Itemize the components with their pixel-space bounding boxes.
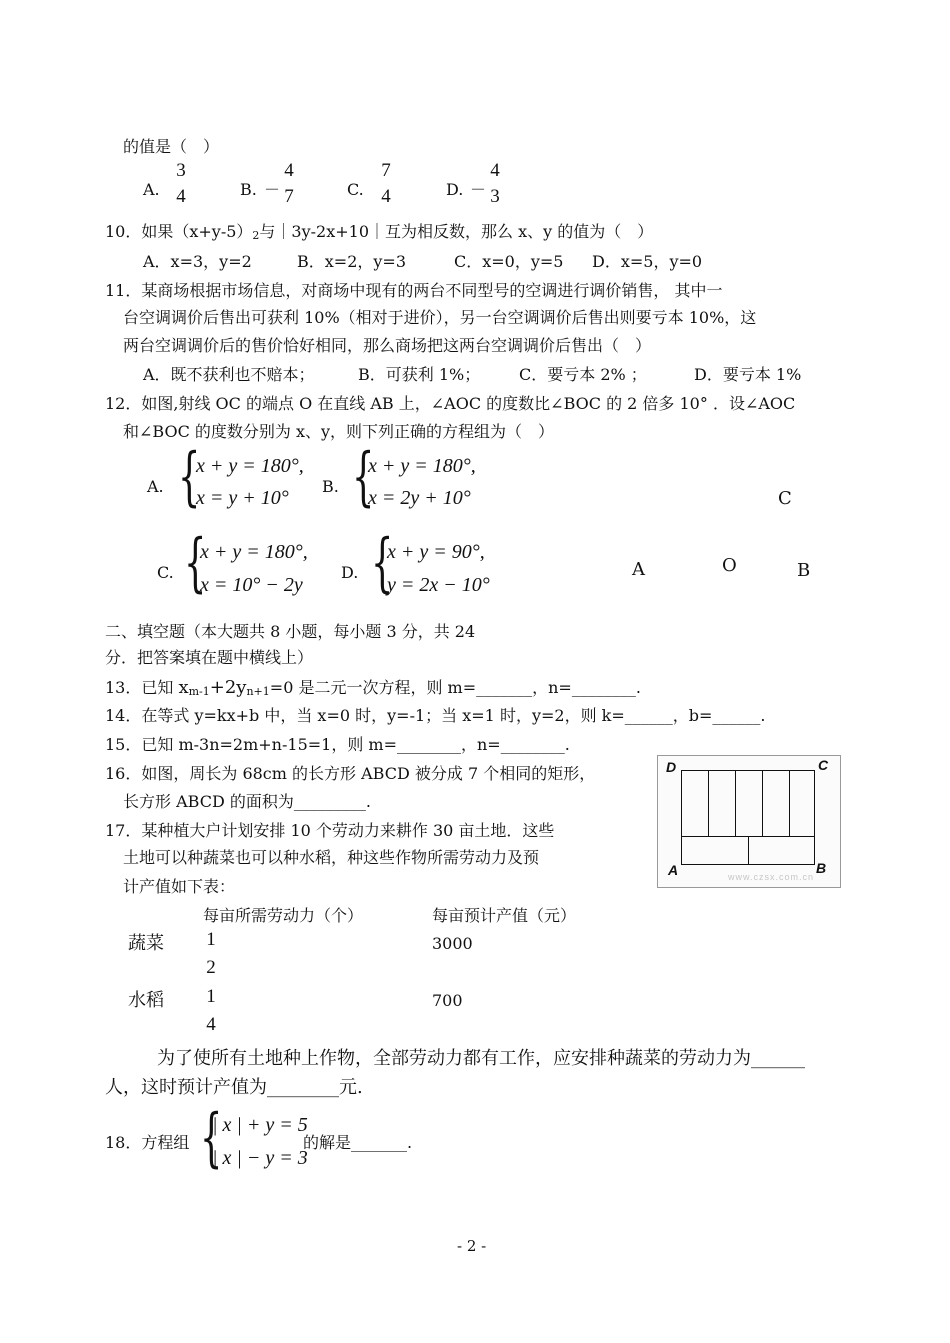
q17-row-rice-value: 700 — [432, 991, 463, 1010]
q11-option-a: A．既不获利也不赔本； — [143, 365, 315, 384]
q12-option-b-eq2: x = 2y + 10° — [368, 487, 471, 509]
q11-line-3: 两台空调调价后的售价恰好相同，那么商场把这两台空调调价后售出（ ） — [123, 336, 652, 355]
q9-option-a-label: A. — [143, 180, 160, 199]
q10-option-c: C．x=0，y=5 — [454, 252, 564, 271]
q12-option-d-eq2: y = 2x − 10° — [387, 574, 490, 596]
denominator: 7 — [284, 186, 294, 207]
figure-cell — [735, 770, 762, 837]
q11-option-b: B．可获利 1%； — [358, 365, 481, 384]
q11-line-2: 台空调调价后售出可获利 10%（相对于进价），另一台空调调价后售出则要亏本 10%，这 — [123, 308, 757, 327]
numerator: 4 — [284, 160, 294, 181]
q12-option-c-eq2: x = 10° − 2y — [200, 574, 303, 596]
q12-figure-label-c: C — [778, 488, 792, 509]
figure-label-a: A — [668, 862, 679, 878]
section2-heading-line-2: 分．把答案填在题中横线上） — [105, 648, 314, 667]
q17-line-5: 人，这时预计产值为________元. — [105, 1077, 363, 1098]
q10-prefix: 10．如果（x+y-5） — [105, 222, 253, 241]
q9-option-b-fraction — [280, 160, 298, 208]
q12-option-b-label: B. — [322, 477, 339, 496]
q13-x-subscript: m-1 — [188, 685, 210, 698]
figure-bottom-cell-left — [681, 836, 749, 865]
q10-exponent: 2 — [252, 229, 260, 242]
q13-plus-y: +2y — [209, 677, 247, 698]
q12-figure-label-b: B — [797, 560, 811, 581]
q17-row-vegetable-value: 3000 — [432, 934, 473, 953]
denominator: 3 — [490, 186, 500, 207]
q18-brace: { — [200, 1101, 223, 1175]
q10-option-b: B．x=2，y=3 — [297, 252, 406, 271]
q18-suffix: 的解是_______. — [303, 1133, 413, 1152]
q12-option-a-brace: { — [178, 440, 201, 514]
denominator: 4 — [381, 186, 391, 207]
q12-option-a-label: A. — [147, 477, 164, 496]
q12-option-d-brace: { — [371, 526, 394, 600]
q12-option-c-eq1: x + y = 180°, — [200, 541, 308, 563]
denominator: 4 — [176, 186, 186, 207]
q12-option-d-label: D. — [341, 563, 359, 582]
figure-watermark: www.czsx.com.cn — [728, 872, 815, 882]
q9-option-a-fraction — [172, 160, 190, 208]
q9-option-b-sign: － — [264, 180, 281, 199]
q15-question: 15．已知 m-3n=2m+n-15=1，则 m=________，n=________. — [105, 735, 570, 754]
q13-number: 13．已知 — [105, 678, 179, 697]
q9-option-c-fraction — [377, 160, 395, 208]
figure-bottom-cell-right — [748, 836, 815, 865]
figure-label-c: C — [818, 757, 829, 773]
q12-line-1: 12．如图,射线 OC 的端点 O 在直线 AB 上，∠AOC 的度数比∠BOC 的 2 倍多 10° ．设∠AOC — [105, 394, 796, 413]
q10-suffix: 与｜3y-2x+10｜互为相反数，那么 x、y 的值为（ ） — [259, 222, 654, 241]
section2-heading-line-1: 二、填空题（本大题共 8 小题，每小题 3 分，共 24 — [105, 622, 476, 641]
q9-option-d-sign: － — [470, 180, 487, 199]
q12-option-d-eq1: x + y = 90°, — [387, 541, 485, 563]
q10-question — [105, 222, 653, 246]
q13-x: x — [178, 677, 189, 698]
denominator: 2 — [206, 957, 216, 978]
numerator: 3 — [176, 160, 186, 181]
figure-cell — [789, 770, 815, 837]
q13-rest: =0 是二元一次方程，则 m=_______，n=________. — [269, 678, 641, 697]
q16-line-1: 16．如图，周长为 68cm 的长方形 ABCD 被分成 7 个相同的矩形， — [105, 764, 596, 783]
numerator: 4 — [490, 160, 500, 181]
q17-row-vegetable-labor — [203, 929, 219, 979]
q17-row-vegetable-crop: 蔬菜 — [128, 933, 164, 954]
figure-cell — [762, 770, 789, 837]
q9-tail: 的值是（ ） — [123, 137, 220, 156]
numerator: 1 — [206, 986, 216, 1007]
q16-rectangle-figure — [657, 755, 841, 888]
q9-option-d-fraction — [486, 160, 504, 208]
q17-row-rice-labor — [203, 986, 219, 1036]
q12-option-c-label: C. — [157, 563, 174, 582]
q10-option-a: A．x=3，y=2 — [143, 252, 252, 271]
q18-prefix: 18．方程组 — [105, 1133, 190, 1152]
q10-option-d: D．x=5，y=0 — [592, 252, 703, 271]
figure-label-b: B — [816, 860, 827, 876]
q12-figure-label-o: O — [722, 555, 737, 576]
numerator: 1 — [206, 929, 216, 950]
q17-row-rice-crop: 水稻 — [128, 990, 164, 1011]
q13-question — [105, 678, 641, 702]
q12-option-a-eq1: x + y = 180°, — [196, 455, 304, 477]
q12-option-b-eq1: x + y = 180°, — [368, 455, 476, 477]
figure-cell — [681, 770, 708, 837]
numerator: 7 — [381, 160, 391, 181]
q9-option-b-label: B. — [240, 180, 257, 199]
q17-line-2: 土地可以种蔬菜也可以种水稻，种这些作物所需劳动力及预 — [123, 848, 540, 867]
q16-line-2: 长方形 ABCD 的面积为_________. — [123, 792, 371, 811]
q13-y-subscript: n+1 — [246, 685, 270, 698]
q12-option-a-eq2: x = y + 10° — [196, 487, 289, 509]
q11-option-d: D．要亏本 1% — [694, 365, 802, 384]
q17-table-header-value: 每亩预计产值（元） — [432, 906, 577, 925]
denominator: 4 — [206, 1014, 216, 1035]
page-number: - 2 - — [457, 1237, 487, 1255]
figure-label-d: D — [666, 759, 677, 775]
q18-eq2: | x | − y = 3 — [212, 1147, 308, 1169]
q18-eq1: | x | + y = 5 — [212, 1114, 308, 1136]
q12-option-b-brace: { — [352, 440, 375, 514]
q12-option-c-brace: { — [184, 526, 207, 600]
figure-cell — [708, 770, 735, 837]
q17-table-header-labor: 每亩所需劳动力（个） — [203, 906, 364, 925]
q9-option-c-label: C. — [347, 180, 364, 199]
q17-line-4: 为了使所有土地种上作物，全部劳动力都有工作，应安排种蔬菜的劳动力为______ — [157, 1048, 805, 1069]
q14-question: 14．在等式 y=kx+b 中，当 x=0 时，y=-1；当 x=1 时，y=2，则 k=______，b=______. — [105, 706, 766, 725]
q11-line-1: 11．某商场根据市场信息，对商场中现有的两台不同型号的空调进行调价销售， 其中一 — [105, 281, 723, 300]
q12-line-2: 和∠BOC 的度数分别为 x、y，则下列正确的方程组为（ ） — [123, 422, 555, 441]
q12-figure-label-a: A — [632, 559, 645, 580]
q11-option-c: C．要亏本 2% ； — [519, 365, 647, 384]
q9-option-d-label: D. — [446, 180, 464, 199]
q17-line-1: 17．某种植大户计划安排 10 个劳动力来耕作 30 亩土地．这些 — [105, 821, 555, 840]
q17-line-3: 计产值如下表： — [123, 877, 236, 896]
